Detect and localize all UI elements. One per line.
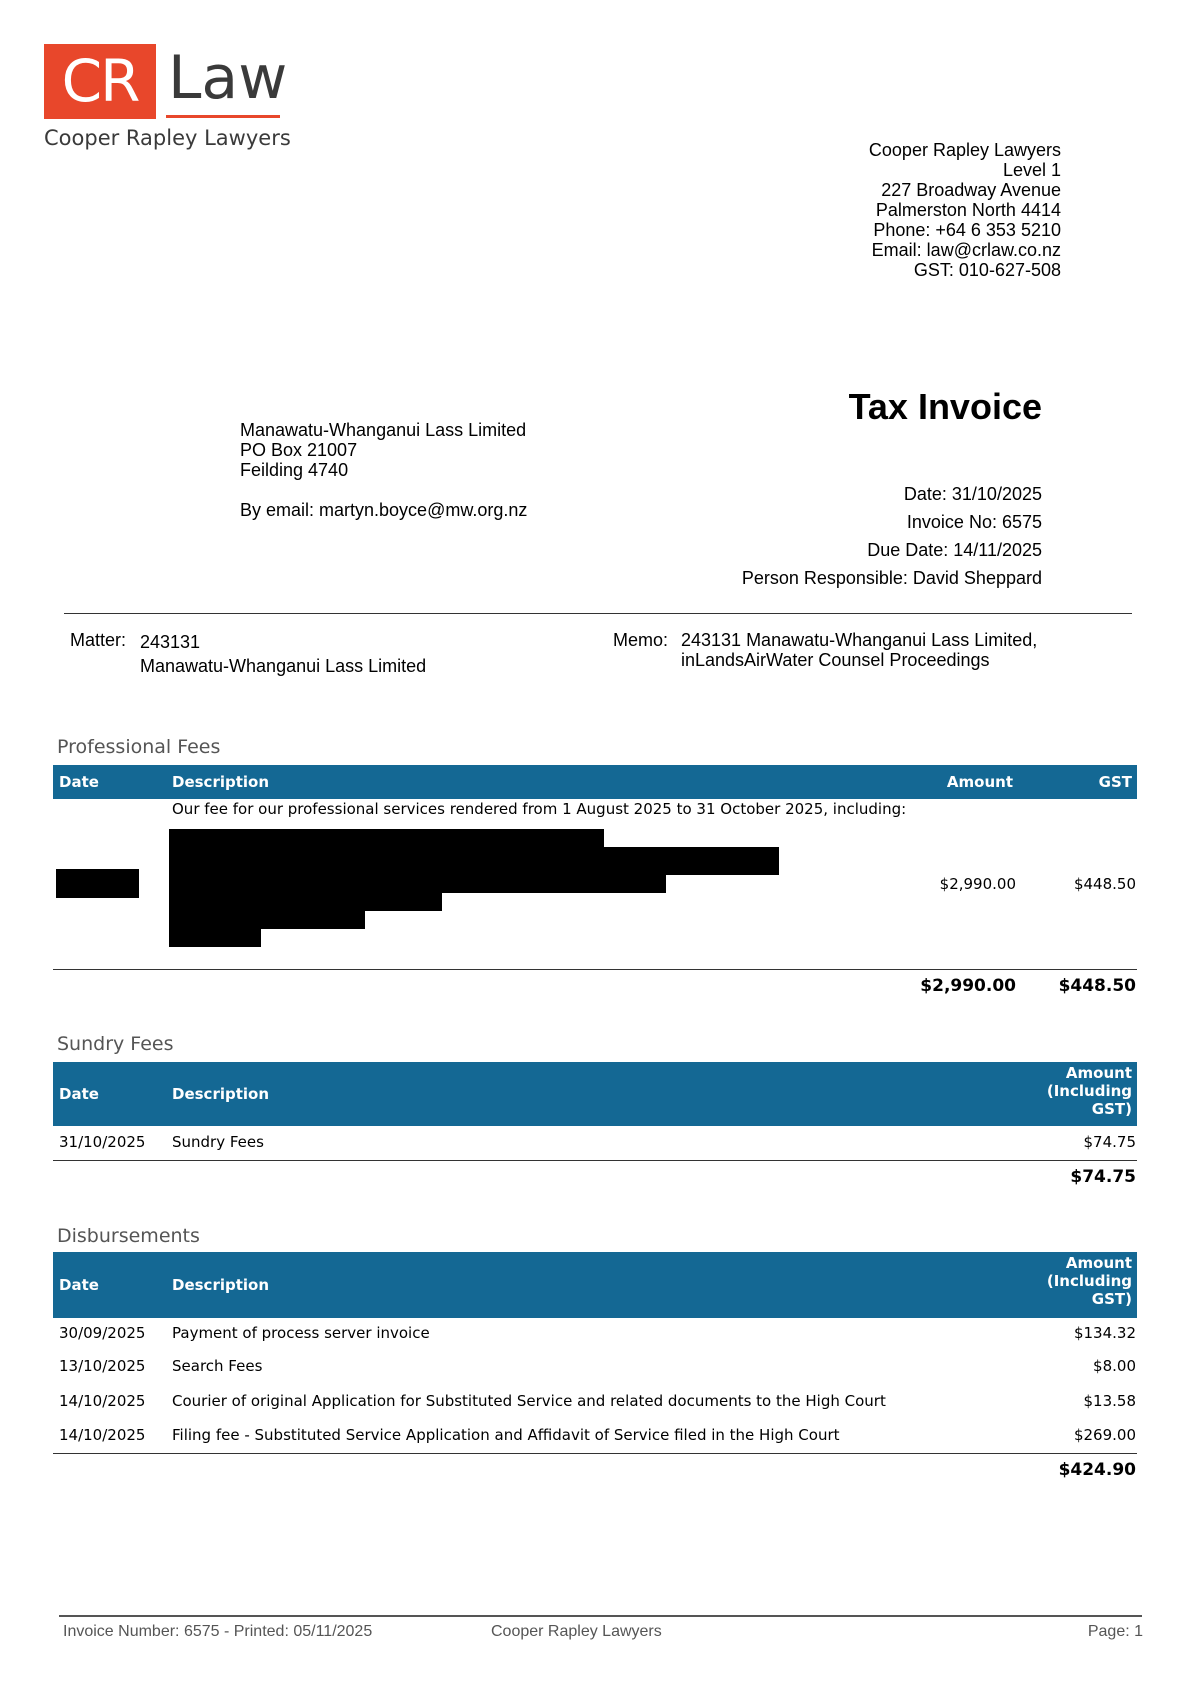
firm-line: Email: law@crlaw.co.nz — [871, 240, 1061, 260]
fee-gst: $448.50 — [1073, 875, 1136, 893]
firm-line: 227 Broadway Avenue — [881, 180, 1061, 200]
header-amount — [1047, 1254, 1132, 1308]
sundry-row-date: 31/10/2025 — [59, 1133, 146, 1151]
disbursement-row-description: Payment of process server invoice — [172, 1324, 430, 1342]
client-line: PO Box 21007 — [240, 440, 358, 460]
header-date: Date — [59, 1276, 99, 1294]
footer-page: Page: 1 — [1087, 1623, 1143, 1640]
invoice-number: Invoice No: 6575 — [906, 512, 1042, 532]
fees-total-amount: $2,990.00 — [920, 976, 1016, 996]
redaction — [169, 847, 779, 875]
redaction — [56, 869, 139, 898]
header-description: Description — [172, 1085, 270, 1103]
disbursement-row-amount: $269.00 — [1073, 1426, 1136, 1444]
redaction — [169, 893, 442, 911]
header-date: Date — [59, 773, 99, 791]
fee-amount: $2,990.00 — [939, 875, 1016, 893]
firm-line: Phone: +64 6 353 5210 — [873, 220, 1061, 240]
sundry-row-description: Sundry Fees — [172, 1133, 264, 1151]
header-amount-line: (Including — [1046, 1082, 1132, 1100]
matter-value — [140, 630, 426, 678]
header-amount-line: Amount — [1065, 1064, 1132, 1082]
redaction — [169, 829, 604, 847]
invoice-date: Date: 31/10/2025 — [903, 484, 1042, 504]
header-amount-line: (Including — [1046, 1272, 1132, 1290]
matter-name: Manawatu-Whanganui Lass Limited — [140, 656, 427, 676]
header-amount-line: GST) — [1091, 1290, 1132, 1308]
header-amount — [1047, 1064, 1132, 1118]
firm-line: Palmerston North 4414 — [875, 200, 1061, 220]
logo-subtitle: Cooper Rapley Lawyers — [44, 126, 291, 150]
professional-fees-header — [53, 765, 1137, 799]
due-date: Due Date: 14/11/2025 — [867, 540, 1042, 560]
header-gst: GST — [1098, 773, 1132, 791]
disbursement-row-date: 30/09/2025 — [59, 1324, 146, 1342]
header-amount-line: GST) — [1091, 1100, 1132, 1118]
firm-address — [869, 140, 1061, 280]
disbursement-row-description: Search Fees — [172, 1357, 263, 1375]
disbursement-row-amount: $8.00 — [1093, 1357, 1136, 1375]
fee-intro: Our fee for our professional services rendered from 1 August 2025 to 31 October 2025, including: — [172, 800, 907, 818]
redaction — [169, 929, 261, 947]
disbursement-row-description: Courier of original Application for Substituted Service and related documents to the High Court — [172, 1392, 886, 1410]
person-responsible: Person Responsible: David Sheppard — [741, 568, 1042, 588]
header-date: Date — [59, 1085, 99, 1103]
divider — [53, 969, 1137, 970]
footer-divider — [59, 1615, 1142, 1617]
sundry-row-amount: $74.75 — [1083, 1133, 1136, 1151]
client-line: Feilding 4740 — [240, 460, 349, 480]
memo-value — [681, 630, 1037, 670]
divider — [53, 1453, 1137, 1454]
page-title: Tax Invoice — [848, 386, 1042, 427]
firm-line: GST: 010-627-508 — [913, 260, 1061, 280]
fees-total-gst: $448.50 — [1058, 976, 1136, 996]
divider — [64, 613, 1132, 614]
firm-line: Level 1 — [1002, 160, 1061, 180]
redaction — [169, 911, 365, 929]
section-title-professional-fees: Professional Fees — [57, 736, 221, 758]
matter-number: 243131 — [140, 632, 201, 652]
firm-line: Cooper Rapley Lawyers — [868, 140, 1061, 160]
memo-line: 243131 Manawatu-Whanganui Lass Limited, — [681, 630, 1038, 650]
section-title-sundry-fees: Sundry Fees — [57, 1033, 174, 1055]
disbursement-row-description: Filing fee - Substituted Service Application and Affidavit of Service filed in the High Court — [172, 1426, 840, 1444]
disbursements-total: $424.90 — [1058, 1460, 1136, 1480]
disbursement-row-date: 14/10/2025 — [59, 1426, 146, 1444]
client-email: By email: martyn.boyce@mw.org.nz — [240, 500, 528, 520]
disbursement-row-date: 13/10/2025 — [59, 1357, 146, 1375]
memo-label: Memo: — [613, 630, 669, 650]
section-title-disbursements: Disbursements — [57, 1225, 200, 1247]
header-description: Description — [172, 773, 270, 791]
footer-invoice-printed: Invoice Number: 6575 - Printed: 05/11/2025 — [63, 1623, 373, 1640]
sundry-total: $74.75 — [1070, 1167, 1136, 1187]
client-line: Manawatu-Whanganui Lass Limited — [240, 420, 527, 440]
disbursement-row-date: 14/10/2025 — [59, 1392, 146, 1410]
header-description: Description — [172, 1276, 270, 1294]
footer-firm: Cooper Rapley Lawyers — [491, 1623, 662, 1640]
divider — [53, 1160, 1137, 1161]
logo-mark: CR — [44, 44, 156, 119]
sundry-fees-header — [53, 1062, 1137, 1126]
disbursement-row-amount: $134.32 — [1073, 1324, 1136, 1342]
disbursement-row-amount: $13.58 — [1083, 1392, 1136, 1410]
logo-underline — [166, 115, 280, 118]
client-address — [240, 420, 526, 480]
memo-line: inLandsAirWater Counsel Proceedings — [681, 650, 990, 670]
header-amount: Amount — [946, 773, 1013, 791]
header-amount-line: Amount — [1065, 1254, 1132, 1272]
logo-word: Law — [168, 43, 288, 113]
redaction — [169, 875, 666, 893]
invoice-meta — [742, 480, 1042, 592]
matter-label: Matter: — [70, 630, 127, 650]
disbursements-header — [53, 1252, 1137, 1318]
